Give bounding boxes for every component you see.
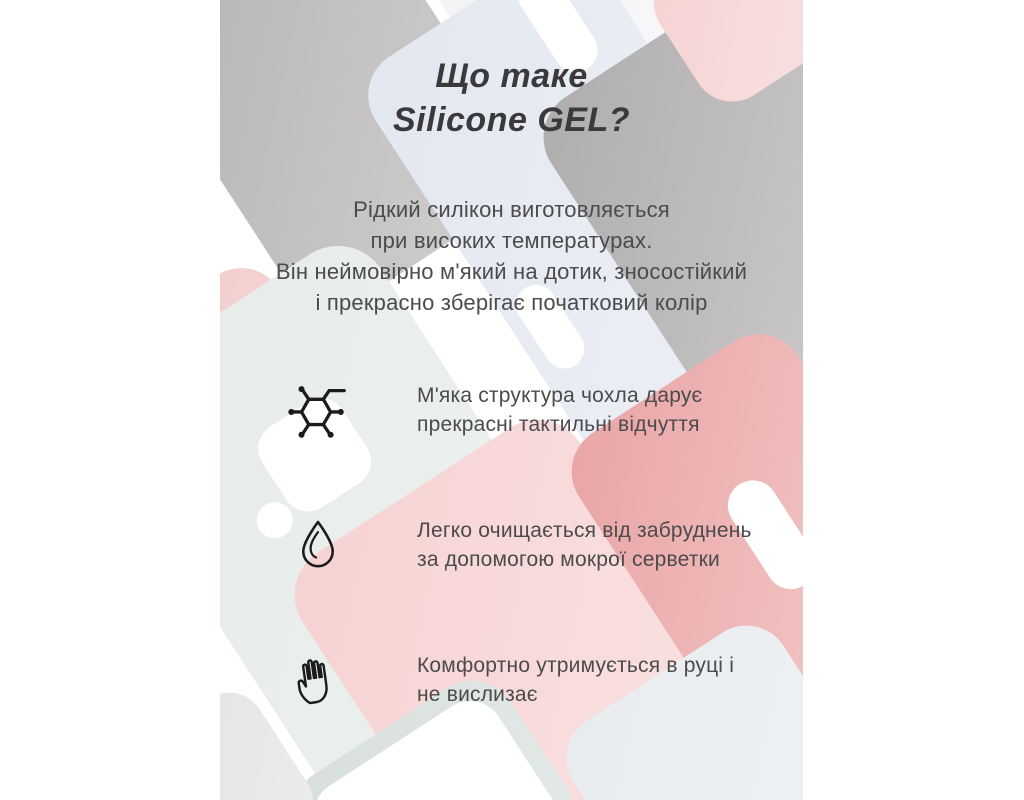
content-layer — [220, 0, 803, 800]
feature-grip — [268, 644, 734, 716]
feature-text — [417, 651, 734, 709]
water-drop-icon — [268, 517, 368, 573]
feature-text-line: прекрасні тактильні відчуття — [417, 413, 700, 436]
feature-text — [417, 381, 702, 439]
intro-line: при високих температурах. — [370, 228, 653, 253]
feature-text-line: М'яка структура чохла дарує — [417, 384, 703, 407]
intro-paragraph — [220, 194, 803, 318]
feature-text-line: за допомогою мокрої серветки — [417, 548, 720, 571]
hand-icon — [268, 652, 368, 708]
silicone-gel-infographic — [220, 0, 803, 800]
molecule-icon — [268, 378, 368, 442]
feature-text-line: Комфортно утримується в руці і — [417, 654, 735, 677]
intro-line: і прекрасно зберігає початковий колір — [315, 290, 708, 315]
feature-text-line: Легко очищається від забруднень — [417, 519, 752, 542]
feature-text-line: не вислизає — [417, 683, 538, 706]
feature-soft-structure — [268, 374, 702, 446]
feature-easy-clean — [268, 509, 752, 581]
page-title — [220, 54, 803, 142]
page-title-line1: Що таке — [435, 57, 588, 95]
intro-line: Він неймовірно м'який на дотик, зносостійкий — [275, 259, 748, 284]
page-title-line2: Silicone GEL? — [393, 101, 630, 139]
feature-text — [417, 516, 752, 574]
intro-line: Рідкий силікон виготовляється — [353, 197, 670, 222]
